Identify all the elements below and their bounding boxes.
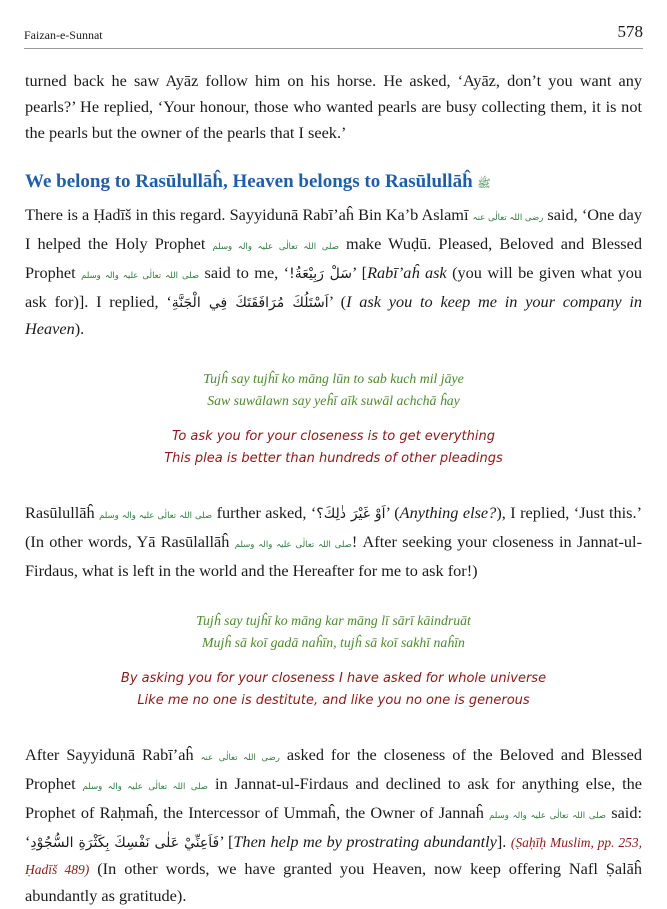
paragraph-prostration: [25, 742, 642, 909]
text-run: ’ [: [219, 832, 234, 851]
italic-translation: Then help me by prostrating abundantly: [233, 832, 497, 851]
italic-translation: Rabī’aĥ ask: [367, 263, 447, 282]
text-run: After Sayyidunā Rabī’aĥ: [25, 745, 201, 764]
paragraph-anything-else: [25, 500, 642, 584]
verse-line: Mujĥ sā koī gadā naĥīn, tujĥ sā koī sakhī naĥīn: [202, 635, 465, 650]
running-title: Faizan-e-Sunnat: [24, 28, 103, 42]
text-run: said to me, ‘: [199, 263, 290, 282]
honorific-salawat: صلی اللہ تعالٰی علیہ والہ وسلم: [489, 811, 607, 821]
paragraph-hadith: [25, 202, 642, 342]
verse-translation: This plea is better than hundreds of other pleadings: [164, 451, 503, 466]
verse-translation: By asking you for your closeness I have asked for whole universe: [120, 671, 547, 686]
text-run: asked for the closeness of the Beloved and Blessed Prophet: [25, 745, 643, 793]
page-number: 578: [617, 22, 643, 41]
text-run: ].: [496, 832, 511, 851]
citation-reference: (Ṣaḥīḥ Muslim, pp. 253, Ḥadīš 489): [25, 835, 642, 877]
verse-line: Tujĥ say tujĥī ko māng lūn to sab kuch mil jāye: [203, 371, 464, 386]
honorific-salawat: صلی اللہ تعالٰی علیہ والہ وسلم: [234, 540, 352, 550]
text-run: said, ‘One day I helped the Holy Prophet: [25, 205, 642, 253]
text-run: ’ (: [328, 292, 347, 311]
text-run: ), I replied, ‘Just this.’ (In other words, Yā Rasūlallāĥ: [25, 503, 642, 551]
text-run: Rasūlullāĥ: [25, 503, 100, 522]
text-run: said: ‘: [25, 803, 642, 851]
verse-block-2: [25, 610, 642, 712]
honorific-salawat: صلی اللہ تعالٰی علیہ والہ وسلم: [212, 242, 339, 252]
text-run: There is a Ḥadīš in this regard. Sayyidunā Rabī’aĥ Bin Ka’b Aslamī: [25, 205, 469, 224]
italic-translation: I ask you to keep me in your company in Heaven: [25, 292, 643, 338]
verse-line: Tujĥ say tujĥī ko māng kar māng lī sārī kāindruāt: [196, 613, 471, 628]
text-run: in Jannat-ul-Firdaus and declined to ask for anything else, the Prophet of Raḥmaĥ, the Intercessor of Ummaĥ, the Owner of Jannaĥ: [25, 774, 642, 822]
honorific-radiyallah: رضی اللہ تعالٰی عنہ: [200, 753, 280, 763]
text-run: ’ (: [385, 503, 400, 522]
honorific-radiyallah: رضی اللہ تعالٰی عنہ: [472, 213, 544, 223]
italic-translation: Anything else?: [399, 503, 497, 522]
honorific-salawat: صلی اللہ تعالٰی علیہ والہ وسلم: [81, 271, 200, 281]
verse-line: Saw suwālawn say yeĥī aīk suwāl achchā ĥay: [207, 393, 460, 408]
text-run: make Wuḍū. Pleased, Beloved and Blessed Prophet: [25, 234, 642, 282]
section-heading: [25, 168, 642, 198]
text-run: ’ [: [352, 263, 368, 282]
page-content: [25, 68, 642, 909]
text-run: ! After seeking your closeness in Jannat-ul-Firdaus, what is left in the world and the Hereafter for me to ask for!): [25, 532, 643, 580]
verse-translation: To ask you for your closeness is to get everything: [172, 429, 495, 444]
text-run: (In other words, we have granted you Heaven, now keep offering Nafl Ṣalāĥ abundantly as gratitude).: [25, 859, 643, 905]
verse-translation: Like me no one is destitute, and like you no one is generous: [137, 693, 530, 708]
text-run: (you will be given what you ask for)]. I replied, ‘: [25, 263, 643, 311]
honorific-salawat: صلی اللہ تعالٰی علیہ والہ وسلم: [82, 782, 209, 792]
verse-block-1: [25, 368, 642, 470]
section-heading-text: We belong to Rasūlullāĥ, Heaven belongs to Rasūlullāĥ: [25, 171, 473, 192]
text-run: further asked, ‘: [212, 503, 317, 522]
heading-honorific: ﷺ: [477, 177, 491, 190]
arabic-quote: فَاَعِنِّيْ عَلٰى نَفْسِكَ بِكَثْرَةِ السُّجُوْدِ: [30, 835, 220, 851]
honorific-salawat: صلی اللہ تعالٰی علیہ والہ وسلم: [99, 511, 213, 521]
page-header: [24, 22, 643, 49]
paragraph-intro: turned back he saw Ayāz follow him on his horse. He asked, ‘Ayāz, don’t you want any pearls?’ He replied, ‘Your honour, those who wanted pearls are busy collecting them, it is not the pearls but the owner of the pearls that I seek.’: [25, 71, 642, 142]
arabic-quote: اَسْتَلُكَ مُرَافَقَتَكَ فِي الْجَنَّةِ: [171, 295, 329, 311]
arabic-quote: سَلْ رَبِيْعَةُ!: [289, 266, 353, 282]
text-run: ).: [74, 319, 85, 338]
arabic-quote: اَوْ غَيْرَ ذٰلِكَ؟: [316, 506, 386, 522]
